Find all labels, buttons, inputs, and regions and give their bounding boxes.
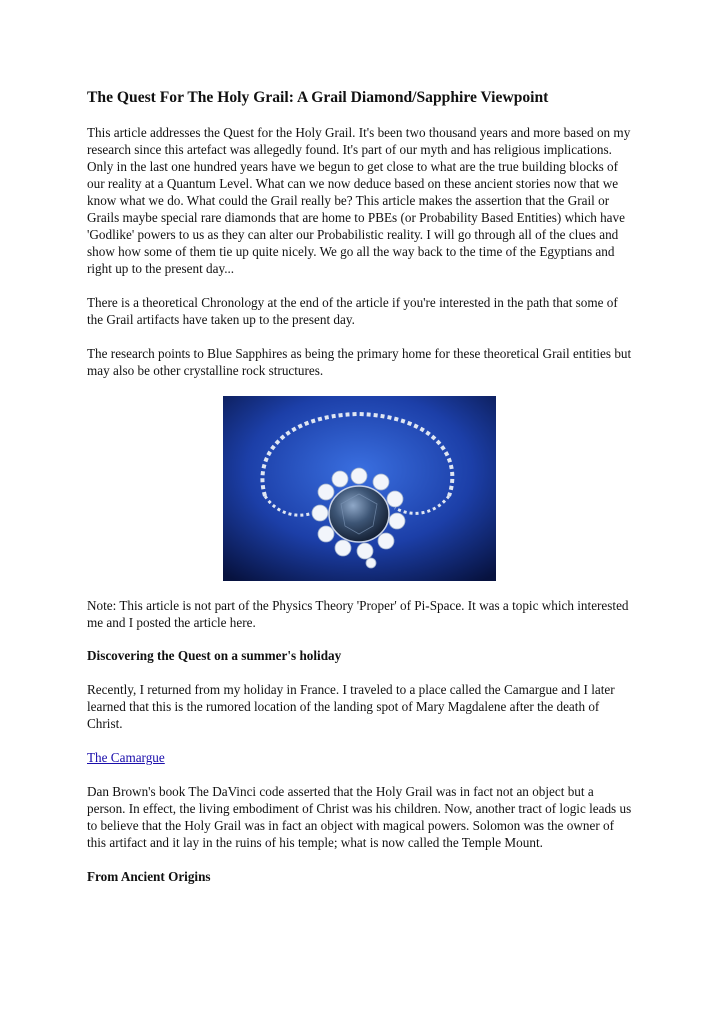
section-heading-origins: From Ancient Origins (87, 869, 211, 884)
article-title: The Quest For The Holy Grail: A Grail Diamond/Sapphire Viewpoint (87, 89, 549, 106)
camargue-link[interactable]: The Camargue (87, 750, 165, 765)
document-page (87, 89, 635, 902)
intro-paragraph: This article addresses the Quest for the Holy Grail. It's been two thousand years and more based on my research since this artefact was allegedly found. It's part of our myth and has religious implications. Only in the last one hundred years have we begun to get close to what are the true building blocks of our reality at a Quantum Level. What can we now deduce based on these ancient stories now that we know what we do. What could the Grail really be? This article makes the assertion that the Grail or Grails maybe special rare diamonds that are home to PBEs (or Probability Based Entities) which have 'Godlike' powers to us as they can alter our Probabilistic reality. I will go through all of the clues and show how some of them tie up quite nicely. We go all the way back to the time of the Egyptians and right up to the present day... (87, 125, 631, 276)
note-paragraph: Note: This article is not part of the Physics Theory 'Proper' of Pi-Space. It was a topic which interested me and I posted the article here. (87, 598, 629, 630)
section-heading-discovering: Discovering the Quest on a summer's holiday (87, 648, 342, 663)
research-paragraph: The research points to Blue Sapphires as being the primary home for these theoretical Grail entities but may also be other crystalline rock structures. (87, 346, 632, 378)
chronology-paragraph: There is a theoretical Chronology at the end of the article if you're interested in the path that some of the Grail artifacts have taken up to the present day. (87, 295, 618, 327)
holiday-paragraph: Recently, I returned from my holiday in France. I traveled to a place called the Camargue and I later learned that this is the rumored location of the landing spot of Mary Magdalene after the death of Christ. (87, 682, 615, 731)
davinci-paragraph: Dan Brown's book The DaVinci code asserted that the Holy Grail was in fact not an object but a person. In effect, the living embodiment of Christ was his children. Now, another tract of logic leads us to believe that the Holy Grail was in fact an object with magical powers. Solomon was the owner of this artifact and it lay in the ruins of his temple; what is now called the Temple Mount. (87, 784, 632, 850)
sapphire-necklace-photo (223, 396, 496, 581)
